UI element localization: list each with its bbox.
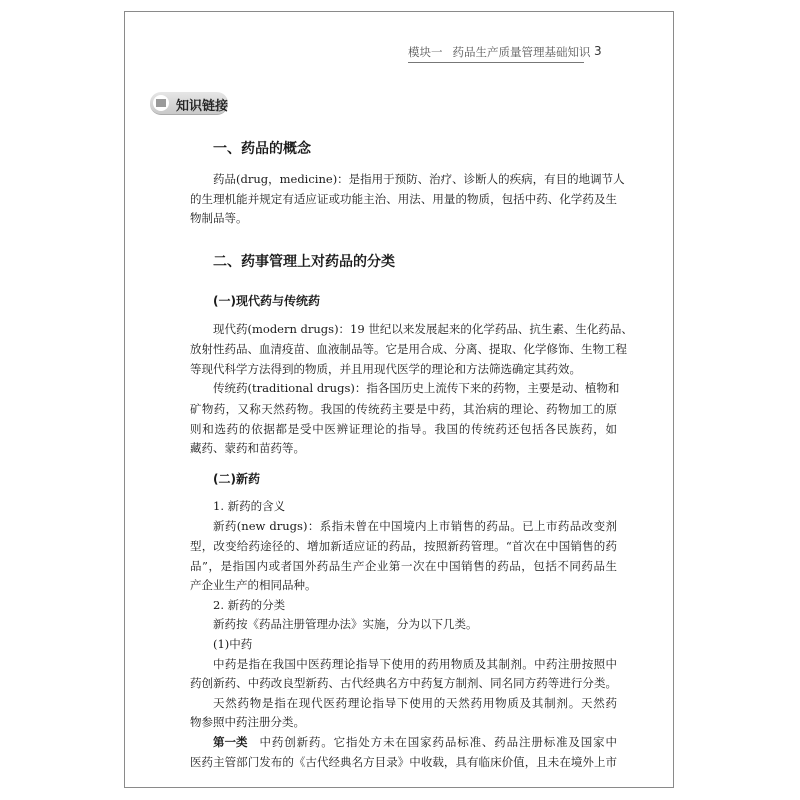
paragraph-line: 药创新药、中药改良型新药、古代经典名方中药复方制剂、同名同方药等进行分类。 [190,676,617,690]
badge-label: 知识链接 [176,99,229,114]
paragraph-line: 中药是指在我国中医药理论指导下使用的药用物质及其制剂。中药注册按照中 [213,657,617,671]
paragraph-line: 物制品等。 [190,211,248,225]
paragraph-line: 的生理机能并规定有适应证或功能主治、用法、用量的物质，包括中药、化学药及生 [190,192,617,206]
subsection-heading: (一)现代药与传统药 [213,294,320,308]
paragraph-line: 新药按《药品注册管理办法》实施，分为以下几类。 [213,617,478,631]
paragraph-line: 藏药、蒙药和苗药等。 [190,441,305,455]
paragraph-line: 放射性药品、血清疫苗、血液制品等。它是用合成、分离、提取、化学修饰、生物工程 [190,342,627,356]
paragraph-line: 天然药物是指在现代医药理论指导下使用的天然药用物质及其制剂。天然药 [213,696,617,710]
paragraph-line: 产企业生产的相同品种。 [190,578,317,592]
header-module: 模块一 [408,45,443,59]
subsection-heading: (二)新药 [213,472,260,486]
item-heading: (1)中药 [213,637,253,651]
paragraph-line: 现代药(modern drugs)：19 世纪以来发展起来的化学药品、抗生素、生化药品、 [213,322,633,336]
book-icon [153,95,169,111]
section-heading: 二、药事管理上对药品的分类 [213,254,395,270]
paragraph-line: 药品(drug，medicine)：是指用于预防、治疗、诊断人的疾病，有目的地调节人 [213,172,625,186]
paragraph-line: 矿物药，又称天然药物。我国的传统药主要是中药，其治病的理论、药物加工的原 [190,402,617,416]
section-heading: 一、药品的概念 [213,141,311,157]
paragraph-line: 等现代科学方法得到的物质，并且用现代医学的理论和方法筛选确定其药效。 [190,362,581,376]
paragraph-line: 新药(new drugs)：系指未曾在中国境内上市销售的药品。已上市药品改变剂 [213,519,617,533]
paragraph-line [213,735,617,750]
knowledge-link-badge [150,92,228,115]
header-title: 药品生产质量管理基础知识 [452,45,591,59]
running-header [408,44,591,63]
page-number: 3 [594,44,602,58]
item-heading: 2. 新药的分类 [213,598,286,612]
paragraph-line: 品”，是指国内或者国外药品生产企业第一次在中国销售的药品，包括不同药品生 [190,559,617,573]
paragraph-line: 医药主管部门发布的《古代经典名方目录》中收载，具有临床价值，且未在境外上市 [190,755,617,769]
paragraph-line: 传统药(traditional drugs)：指各国历史上流传下来的药物，主要是动、植物和 [213,381,620,395]
class-text: 中药创新药。它指处方未在国家药品标准、药品注册标准及国家中 [259,735,617,749]
item-heading: 1. 新药的含义 [213,499,286,513]
paragraph-line: 则和选药的依据都是受中医辨证理论的指导。我国的传统药还包括各民族药，如 [190,422,617,436]
paragraph-line: 型，改变给药途径的、增加新适应证的药品，按照新药管理。“首次在中国销售的药 [190,539,617,553]
paragraph-line: 物参照中药注册分类。 [190,715,305,729]
class-label: 第一类 [213,735,248,749]
